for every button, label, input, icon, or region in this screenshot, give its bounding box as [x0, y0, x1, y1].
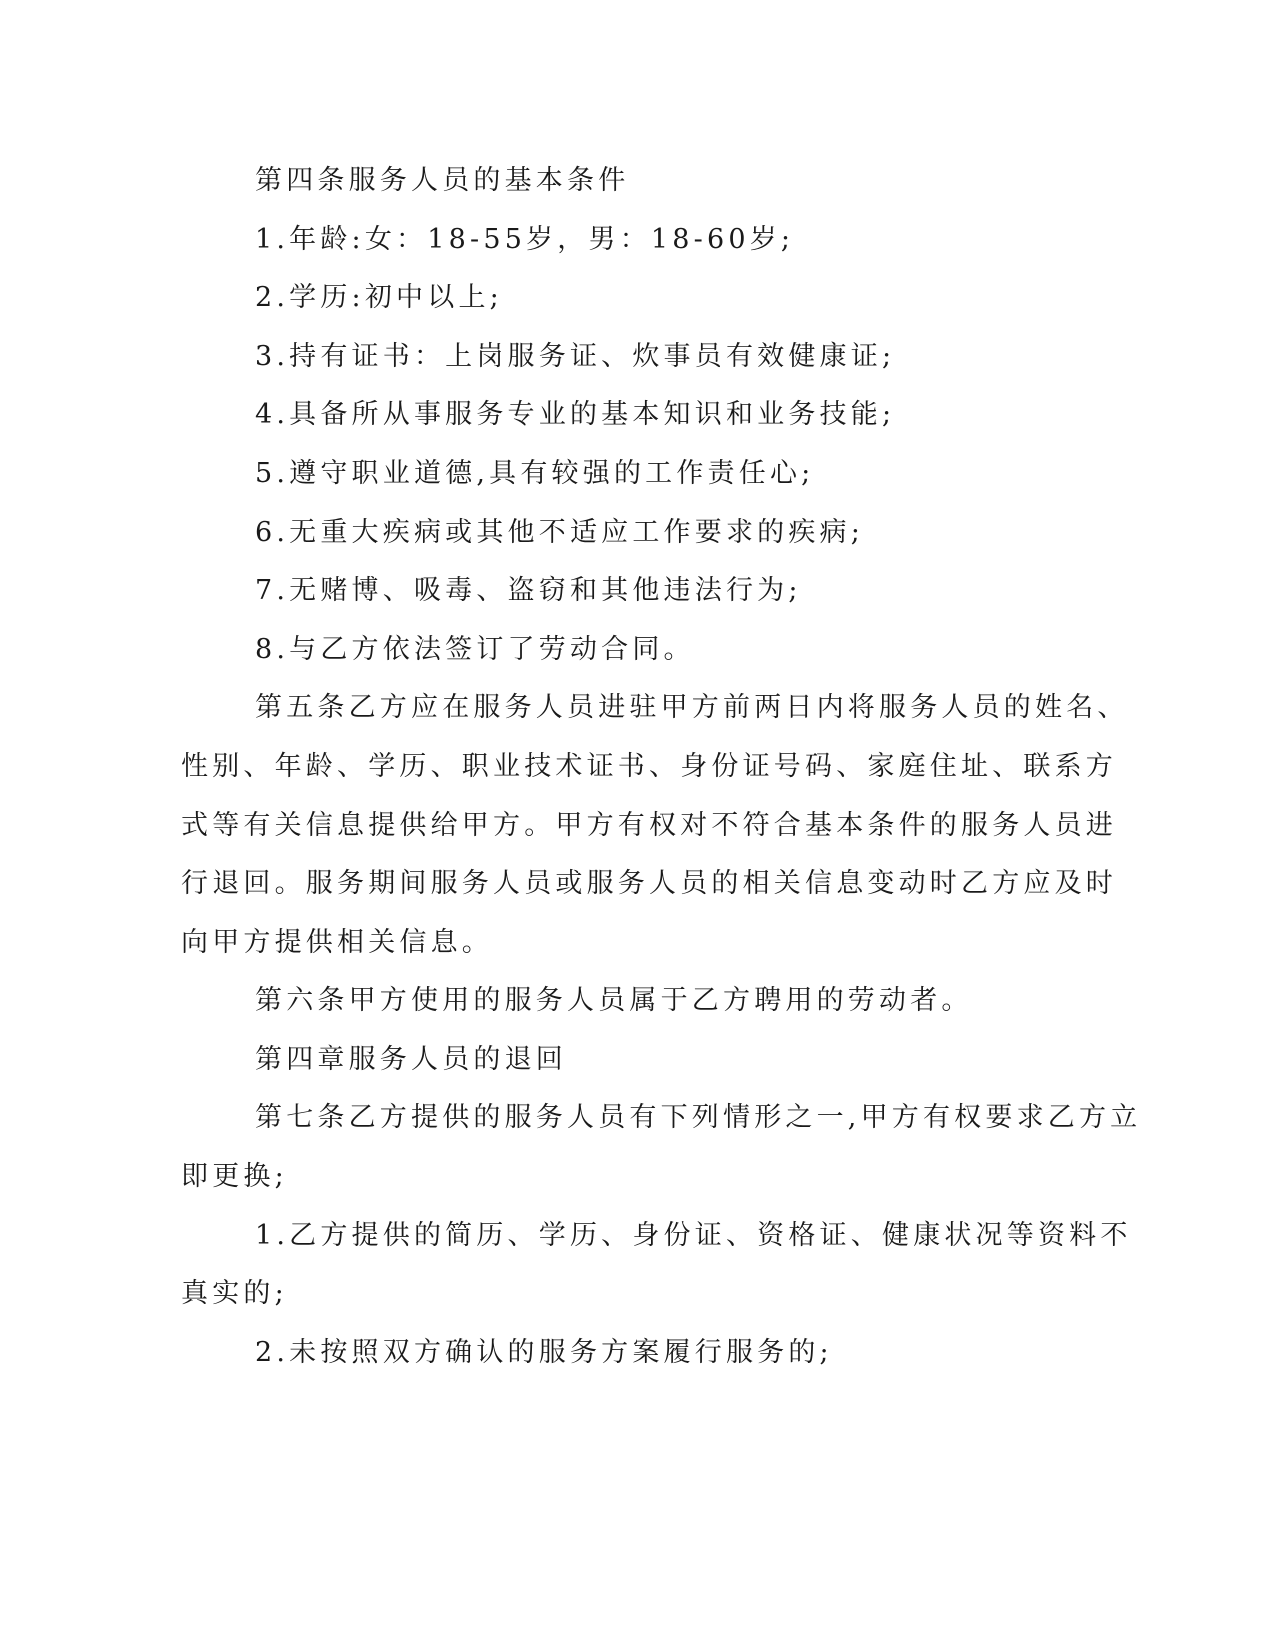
article-6-text: 第六条甲方使用的服务人员属于乙方聘用的劳动者。 [255, 985, 973, 1016]
article-5-line-4: 行退回。服务期间服务人员或服务人员的相关信息变动时乙方应及时 [181, 868, 1117, 899]
condition-item-7: 7.无赌博、吸毒、盗窃和其他违法行为; [255, 575, 802, 606]
condition-item-2: 2.学历:初中以上; [255, 282, 503, 313]
condition-item-1: 1.年龄:女：18-55岁，男：18-60岁; [255, 224, 795, 255]
condition-item-8: 8.与乙方依法签订了劳动合同。 [255, 634, 695, 665]
article-5-line-5: 向甲方提供相关信息。 [181, 927, 493, 958]
article-7-line-2: 即更换; [181, 1161, 288, 1192]
article-5-line-3: 式等有关信息提供给甲方。甲方有权对不符合基本条件的服务人员进 [181, 810, 1117, 841]
chapter-4-heading: 第四章服务人员的退回 [255, 1044, 567, 1075]
condition-item-6: 6.无重大疾病或其他不适应工作要求的疾病; [255, 517, 865, 548]
replacement-item-1-line-1: 1.乙方提供的简历、学历、身份证、资格证、健康状况等资料不 [255, 1220, 1132, 1251]
article-4-heading: 第四条服务人员的基本条件 [255, 165, 630, 196]
condition-item-5: 5.遵守职业道德,具有较强的工作责任心; [255, 458, 815, 489]
replacement-item-2: 2.未按照双方确认的服务方案履行服务的; [255, 1337, 833, 1368]
article-5-line-1: 第五条乙方应在服务人员进驻甲方前两日内将服务人员的姓名、 [255, 692, 1129, 723]
condition-item-4: 4.具备所从事服务专业的基本知识和业务技能; [255, 399, 896, 430]
article-5-line-2: 性别、年龄、学历、职业技术证书、身份证号码、家庭住址、联系方 [181, 751, 1117, 782]
article-7-line-1: 第七条乙方提供的服务人员有下列情形之一,甲方有权要求乙方立 [255, 1102, 1142, 1133]
replacement-item-1-line-2: 真实的; [181, 1278, 288, 1309]
condition-item-3: 3.持有证书：上岗服务证、炊事员有效健康证; [255, 341, 896, 372]
